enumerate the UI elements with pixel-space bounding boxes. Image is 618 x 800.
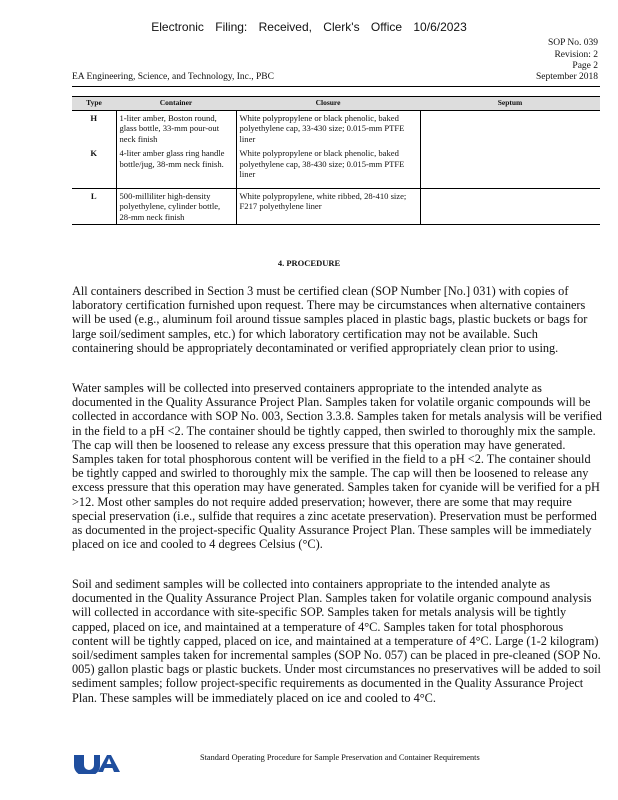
table-header-row [72,97,600,111]
row-type: K [90,148,98,158]
section-title: 4. PROCEDURE [277,258,341,268]
table-row [72,188,600,225]
sop-number: SOP No. 039 [547,38,598,48]
row-container: 4-liter amber glass ring handle bottle/jug, 38-mm neck finish. [116,146,236,182]
container-table [72,96,600,225]
sop-header-block [548,38,598,73]
row-closure: White polypropylene or black phenolic, baked polyethylene cap, 33-430 size; 0.015-mm PTFE liner [236,110,420,146]
header-date: September 2018 [535,72,598,82]
col-closure-header: Closure [236,97,420,111]
row-closure: White polypropylene or black phenolic, baked polyethylene cap, 38-430 size; 0.015-mm PTFE liner [236,146,420,182]
row-closure: White polypropylene, white ribbed, 28-410 size; F217 polyethylene liner [236,188,420,225]
col-type-header: Type [72,97,116,111]
table-row [72,110,600,146]
table-row [72,146,600,182]
ea-logo [72,752,120,774]
paragraph-containers: All containers described in Section 3 must be certified clean (SOP Number [No.] 031) with copies of laboratory certification furnished upon request. There may be circumstances when alternative containers will be used (e.g., aluminum foil around tissue samples placed in plastic bags, plastic buckets or bags for large soil/sediment samples, etc.) for which laboratory certification may not be available. Such containering should be appropriately decontaminated or verified appropriately clean prior to using. [72,284,588,355]
filing-stamp: Electronic Filing: Received, Clerk's Office 10/6/2023 [151,20,467,34]
header-rule [72,86,600,87]
company-name: EA Engineering, Science, and Technology, Inc., PBC [72,72,274,82]
col-septum-header: Septum [420,97,600,111]
row-container: 1-liter amber, Boston round, glass bottle, 33-mm pour-out neck finish [116,110,236,146]
row-septum [420,146,600,182]
row-type: L [72,188,116,225]
footer-text: Standard Operating Procedure for Sample Preservation and Container Requirements [200,753,480,762]
revision: Revision: 2 [554,49,598,60]
paragraph-water-samples: Water samples will be collected into preserved containers appropriate to the intended analyte as documented in the Quality Assurance Project Plan. Samples taken for volatile organic compounds will be collected in accordance with SOP No. 003, Section 3.3.8. Samples taken for metals analysis will be verified in the field to a pH <2. The container should be tightly capped, then swirled to thoroughly mix the sample. The cap will then be loosened to release any excess pressure that this operation may have generated. Samples taken for total phosphorous content will be verified in the field to a pH <2. The container should be tightly capped and swirled to thoroughly mix the sample. The cap will then be loosened to release any excess pressure that this operation may have generated. Samples taken for cyanide will be verified for a pH >12. Most other samples do not require added preservation; however, there are some that may require special preservation (i.e., sulfide that requires a zinc acetate preservation). Preservation must be performed as documented in the project-specific Quality Assurance Project Plan. These samples will be immediately placed on ice and cooled to 4 degrees Celsius (°C). [72,381,602,552]
col-container-header: Container [116,97,236,111]
row-container: 500-milliliter high-density polyethylene, cylinder bottle, 28-mm neck finish [116,188,236,225]
row-septum [420,188,600,225]
svg-text:EA: EA [72,752,74,753]
row-septum [420,110,600,146]
page-number: Page 2 [572,61,598,71]
paragraph-soil-samples: Soil and sediment samples will be collected into containers appropriate to the intended analyte as documented in the Quality Assurance Project Plan. Samples taken for volatile organic compound analysis will collected in accordance with site-specific SOP. Samples taken for metals analysis will be tightly capped, placed on ice, and maintained at a temperature of 4°C. Samples taken for total phosphorous content will be tightly capped, placed on ice, and maintained at a temperature of 4°C. Large (1-2 kilogram) soil/sediment samples taken for incremental samples (SOP No. 057) can be placed in pre-cleaned (SOP No. 005) gallon plastic bags or plastic buckets. Under most circumstances no preservatives will be added to soil sediment samples; follow project-specific requirements as documented in the Quality Assurance Project Plan. These samples will be immediately placed on ice and cooled to 4°C. [72,577,601,705]
row-type: H [90,112,98,123]
